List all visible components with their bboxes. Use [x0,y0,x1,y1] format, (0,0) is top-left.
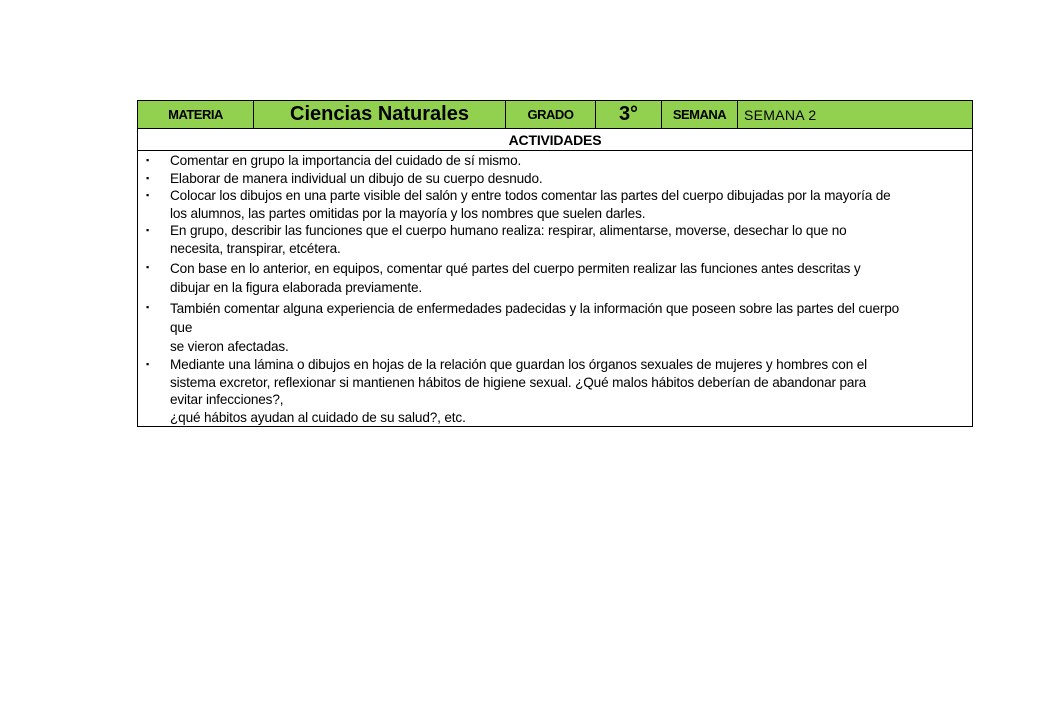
materia-label: MATERIA [168,106,223,122]
activities-title: ACTIVIDADES [508,131,602,148]
bullet-icon: ▪ [146,359,150,369]
activity-item [144,299,970,356]
header-row [138,101,973,129]
activity-line: Colocar los dibujos en una parte visible del salón y entre todos comentar las partes del cuerpo dibujadas por la mayoría de [170,188,891,203]
activity-item [144,356,970,426]
activity-line: los alumnos, las partes omitidas por la mayoría y los nombres que suelen darles. [170,205,646,221]
activity-line: Comentar en grupo la importancia del cuidado de sí mismo. [170,153,522,168]
semana-value-cell [738,101,973,129]
activity-line: Con base en lo anterior, en equipos, comentar qué partes del cuerpo permiten realizar las funciones antes descritas y [170,261,861,276]
activity-line: necesita, transpirar, etcétera. [170,240,341,256]
grado-value-cell [596,101,662,129]
semana-label: SEMANA [672,106,727,122]
subject-name: Ciencias Naturales [290,103,469,125]
activities-list [144,152,970,426]
activities-title-row [138,129,973,151]
bullet-icon: ▪ [146,225,150,235]
activities-title-cell [138,129,973,151]
bullet-icon: ▪ [146,172,150,183]
grade-value: 3° [618,103,639,125]
activity-line: ¿qué hábitos ayudan al cuidado de su salud?, etc. [170,409,466,425]
activity-item [144,152,970,170]
bullet-icon: ▪ [146,302,150,312]
activity-line: que [170,320,193,335]
week-value: SEMANA 2 [744,106,817,123]
activity-line: Elaborar de manera individual un dibujo de su cuerpo desnudo. [170,170,543,186]
grado-label: GRADO [527,106,574,122]
grado-label-cell [506,101,596,129]
activity-line: se vieron afectadas. [170,339,289,354]
activity-item [144,170,970,188]
activity-item [144,187,970,222]
bullet-icon: ▪ [146,262,150,272]
lesson-plan-table [137,100,973,427]
activity-line: dibujar en la figura elaborada previamente. [170,280,422,295]
activity-line: También comentar alguna experiencia de enfermedades padecidas y la información que poseen sobre las partes del cuerpo [170,301,900,316]
activity-line: evitar infecciones?, [170,392,284,407]
activities-body-row [138,151,973,427]
activity-item [144,222,970,257]
activity-line: En grupo, describir las funciones que el cuerpo humano realiza: respirar, alimentarse, moverse, desechar lo que no [170,223,847,238]
semana-label-cell [662,101,738,129]
lesson-plan-sheet [137,100,972,427]
materia-value-cell [254,101,506,129]
bullet-icon: ▪ [146,155,150,165]
materia-label-cell [138,101,254,129]
bullet-icon: ▪ [146,190,150,200]
activity-line: sistema excretor, reflexionar si mantienen hábitos de higiene sexual. ¿Qué malos hábitos deberían de abandonar para [170,374,867,390]
activity-line: Mediante una lámina o dibujos en hojas de la relación que guardan los órganos sexuales de mujeres y hombres con el [170,357,868,372]
activity-item [144,259,970,297]
activities-body-cell [138,151,973,427]
